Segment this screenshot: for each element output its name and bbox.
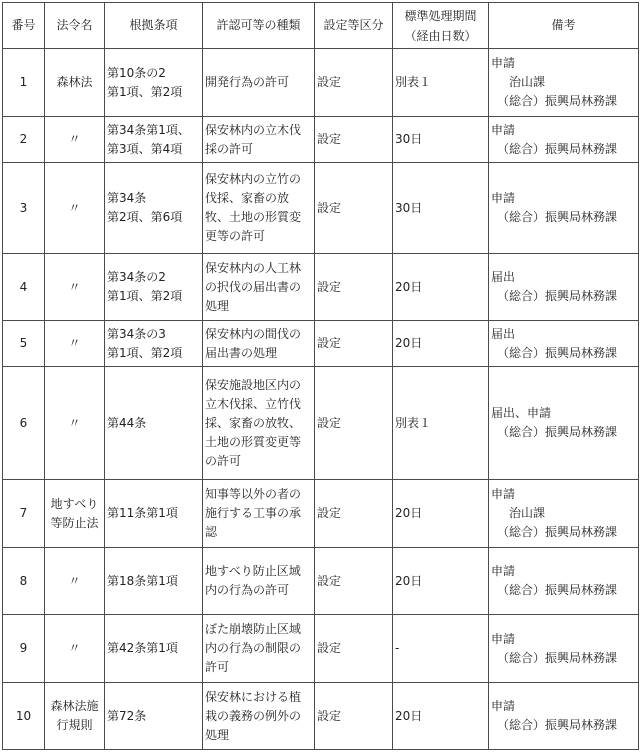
cell-number: 6 — [3, 367, 45, 480]
cell-law-name: 森林法 — [45, 49, 105, 117]
cell-law-name: 地すべり 等防止法 — [45, 480, 105, 548]
cell-category: 設定 — [315, 367, 393, 480]
note-line: 申請 — [491, 56, 516, 70]
cell-article: 第10条の2 第1項、第2項 — [105, 49, 203, 117]
cell-law-name: 〃 — [45, 163, 105, 254]
note-line: （総合）振興局林務課 — [497, 345, 618, 360]
cell-law-name: 〃 — [45, 367, 105, 480]
note-line: （総合）振興局林務課 — [497, 583, 618, 597]
cell-category: 設定 — [315, 321, 393, 367]
table-row — [3, 683, 639, 750]
cell-article: 第44条 — [105, 367, 203, 480]
cell-notes — [489, 615, 639, 683]
table-row — [3, 163, 639, 254]
cell-permit-type: ぼた崩壊防止区域 内の行為の制限の 許可 — [203, 615, 315, 683]
cell-number: 9 — [3, 615, 45, 683]
cell-number: 1 — [3, 49, 45, 117]
cell-article: 第34条の2 第1項、第2項 — [105, 254, 203, 321]
cell-period: 20日 — [393, 480, 489, 548]
note-line: 届出 — [491, 326, 516, 341]
header-permit-type: 許認可等の種類 — [203, 3, 315, 49]
cell-permit-type: 保安林内の立木伐 採の許可 — [203, 117, 315, 163]
cell-category: 設定 — [315, 49, 393, 117]
note-line: 治山課 — [497, 75, 546, 89]
cell-permit-type: 保安林内の人工林 の択伐の届出書の 処理 — [203, 254, 315, 321]
cell-notes — [489, 254, 639, 321]
note-line: 届出、申請 — [491, 406, 552, 420]
cell-category: 設定 — [315, 163, 393, 254]
note-line: （総合）振興局林務課 — [497, 525, 618, 539]
note-line: （総合）振興局林務課 — [497, 141, 618, 156]
cell-period: 30日 — [393, 163, 489, 254]
cell-category: 設定 — [315, 683, 393, 750]
cell-law-name: 〃 — [45, 615, 105, 683]
table-row — [3, 548, 639, 615]
cell-notes — [489, 163, 639, 254]
header-notes: 備考 — [489, 3, 639, 49]
cell-law-name: 森林法施 行規則 — [45, 683, 105, 750]
cell-permit-type: 開発行為の許可 — [203, 49, 315, 117]
header-article: 根拠条項 — [105, 3, 203, 49]
cell-period: 別表１ — [393, 367, 489, 480]
cell-period: 20日 — [393, 321, 489, 367]
header-row — [3, 3, 639, 49]
cell-permit-type: 保安林における植 栽の義務の例外の 処理 — [203, 683, 315, 750]
cell-period: 20日 — [393, 683, 489, 750]
cell-number: 2 — [3, 117, 45, 163]
note-line: 申請 — [491, 487, 516, 501]
cell-number: 5 — [3, 321, 45, 367]
note-line: 申請 — [491, 699, 516, 713]
cell-category: 設定 — [315, 480, 393, 548]
cell-article: 第34条 第2項、第6項 — [105, 163, 203, 254]
note-line: （総合）振興局林務課 — [497, 718, 618, 732]
cell-notes — [489, 683, 639, 750]
cell-notes — [489, 49, 639, 117]
cell-article: 第11条第1項 — [105, 480, 203, 548]
cell-article: 第34条の3 第1項、第2項 — [105, 321, 203, 367]
cell-notes — [489, 117, 639, 163]
note-line: 届出 — [491, 270, 516, 284]
cell-period: 20日 — [393, 254, 489, 321]
cell-permit-type: 保安林内の間伐の 届出書の処理 — [203, 321, 315, 367]
header-category: 設定等区分 — [315, 3, 393, 49]
cell-category: 設定 — [315, 615, 393, 683]
cell-permit-type: 地すべり防止区域 内の行為の許可 — [203, 548, 315, 615]
cell-notes — [489, 480, 639, 548]
cell-article: 第72条 — [105, 683, 203, 750]
cell-number: 10 — [3, 683, 45, 750]
cell-law-name: 〃 — [45, 548, 105, 615]
cell-notes — [489, 367, 639, 480]
cell-period: - — [393, 615, 489, 683]
cell-permit-type: 知事等以外の者の 施行する工事の承 認 — [203, 480, 315, 548]
cell-category: 設定 — [315, 117, 393, 163]
note-line: 治山課 — [497, 506, 546, 520]
cell-permit-type: 保安林内の立竹の 伐採、家畜の放 牧、土地の形質変 更等の許可 — [203, 163, 315, 254]
cell-category: 設定 — [315, 548, 393, 615]
cell-period: 別表１ — [393, 49, 489, 117]
cell-period: 20日 — [393, 548, 489, 615]
note-line: （総合）振興局林務課 — [497, 94, 618, 108]
cell-law-name: 〃 — [45, 321, 105, 367]
table-row — [3, 321, 639, 367]
cell-notes — [489, 321, 639, 367]
note-line: （総合）振興局林務課 — [497, 425, 618, 439]
header-period — [393, 3, 489, 49]
table-row — [3, 367, 639, 480]
cell-notes — [489, 548, 639, 615]
note-line: 申請 — [491, 122, 516, 137]
table-row — [3, 254, 639, 321]
cell-category: 設定 — [315, 254, 393, 321]
cell-number: 7 — [3, 480, 45, 548]
header-period-text: 標準処理期間 （経由日数） — [404, 8, 477, 43]
table-row — [3, 480, 639, 548]
cell-article: 第34条第1項、 第3項、第4項 — [105, 117, 203, 163]
header-number: 番号 — [3, 3, 45, 49]
table-body — [3, 49, 639, 750]
note-line: 申請 — [491, 191, 516, 205]
note-line: 申請 — [491, 631, 516, 646]
header-law-name: 法令名 — [45, 3, 105, 49]
cell-permit-type: 保安施設地区内の 立木伐採、立竹伐 採、家畜の放牧、 土地の形質変更等 の許可 — [203, 367, 315, 480]
table-row — [3, 49, 639, 117]
note-line: （総合）振興局林務課 — [497, 289, 618, 303]
cell-number: 8 — [3, 548, 45, 615]
note-line: （総合）振興局林務課 — [497, 650, 618, 665]
cell-period: 30日 — [393, 117, 489, 163]
cell-article: 第18条第1項 — [105, 548, 203, 615]
table-row — [3, 117, 639, 163]
note-line: （総合）振興局林務課 — [497, 210, 618, 224]
cell-law-name: 〃 — [45, 117, 105, 163]
note-line: 申請 — [491, 564, 516, 578]
cell-number: 3 — [3, 163, 45, 254]
table-row — [3, 615, 639, 683]
cell-article: 第42条第1項 — [105, 615, 203, 683]
cell-number: 4 — [3, 254, 45, 321]
cell-law-name: 〃 — [45, 254, 105, 321]
permits-table — [2, 2, 639, 750]
